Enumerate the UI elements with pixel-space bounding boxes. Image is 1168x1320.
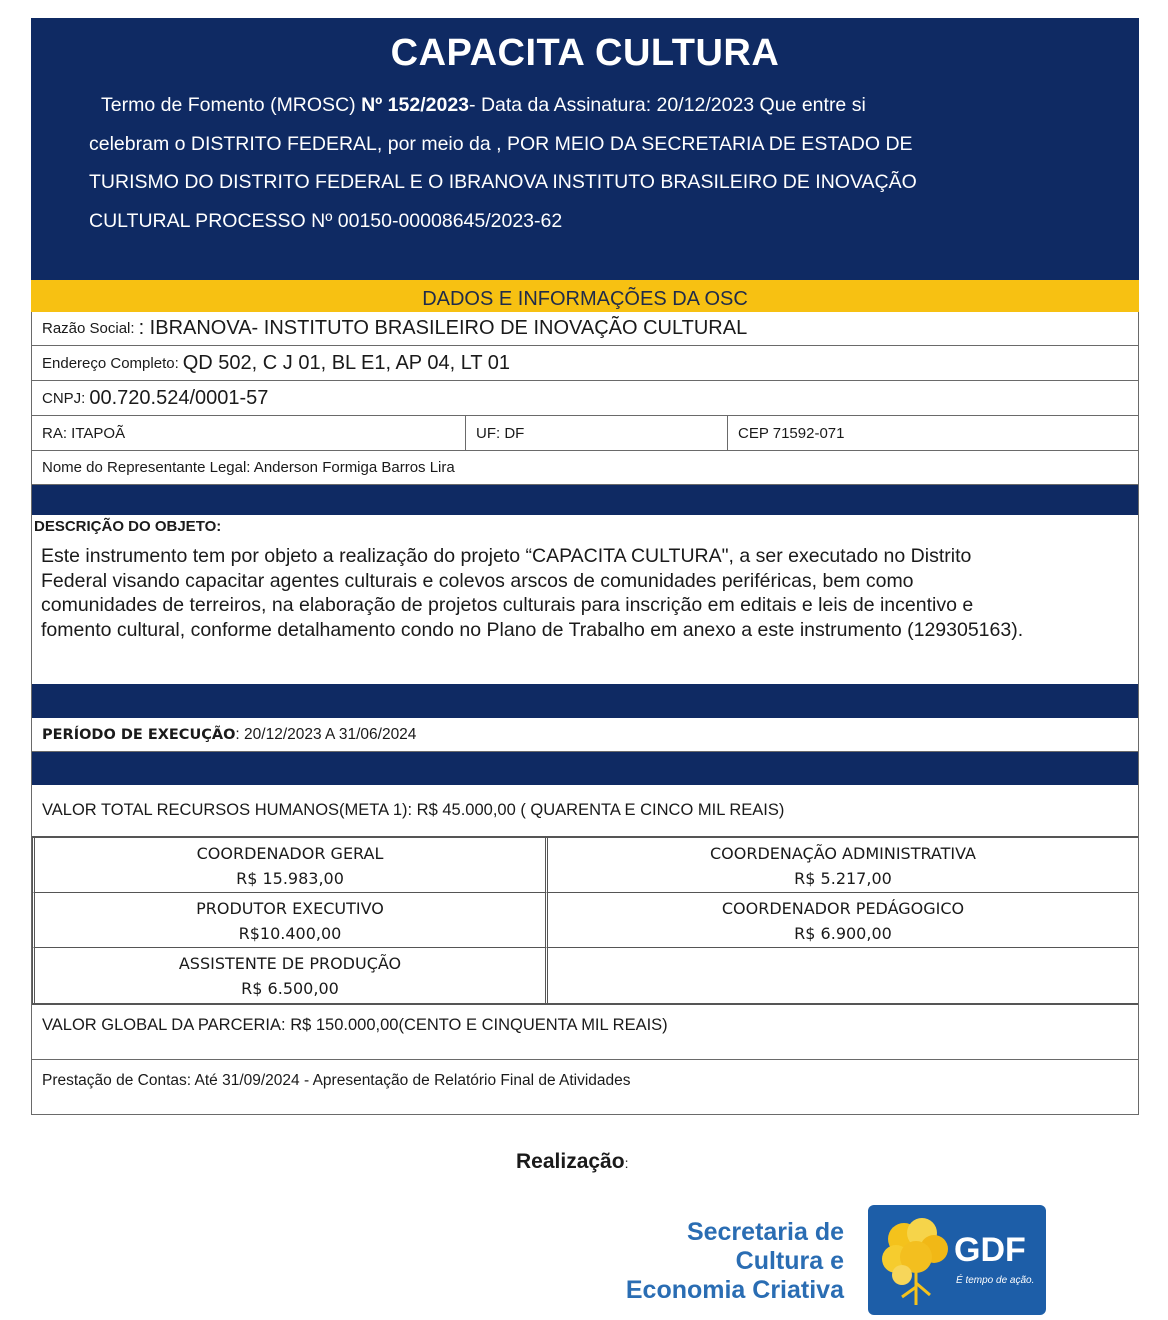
- termo-line-3: TURISMO DO DISTRITO FEDERAL E O IBRANOVA INSTITUTO BRASILEIRO DE INOVAÇÃO: [89, 171, 917, 193]
- periodo-label: PERÍODO DE EXECUÇÃO: [42, 726, 236, 743]
- uf-cell: UF: DF: [466, 416, 728, 450]
- role-cell: [548, 893, 1138, 948]
- objeto-line-2: Federal visando capacitar agentes culturais e colevos arscos de comunidades periféricas, bem como: [41, 569, 914, 592]
- role-cell: [32, 838, 548, 893]
- termo-description: [89, 86, 1049, 240]
- role-value: R$ 6.500,00: [241, 979, 339, 998]
- empty-cell: [548, 948, 1138, 1003]
- role-name: COORDENAÇÃO ADMINISTRATIVA: [710, 844, 976, 863]
- objeto-title: DESCRIÇÃO DO OBJETO:: [34, 518, 222, 535]
- role-value: R$10.400,00: [238, 924, 342, 943]
- separator-band: [32, 684, 1138, 718]
- termo-line-4: CULTURAL PROCESSO Nº 00150-00008645/2023-62: [89, 209, 563, 232]
- page-title: CAPACITA CULTURA: [390, 32, 780, 74]
- endereco-value: QD 502, C J 01, BL E1, AP 04, LT 01: [182, 351, 510, 374]
- valor-global-row: VALOR GLOBAL DA PARCERIA: R$ 150.000,00(CENTO E CINQUENTA MIL REAIS): [32, 1005, 1138, 1060]
- role-value: R$ 6.900,00: [794, 924, 892, 943]
- document-sheet: [31, 18, 1139, 1115]
- role-name: PRODUTOR EXECUTIVO: [196, 899, 384, 918]
- ipe-tree-icon: [872, 1205, 962, 1315]
- cep-cell: CEP 71592-071: [738, 424, 845, 442]
- role-value: R$ 15.983,00: [236, 869, 344, 888]
- periodo-value: : 20/12/2023 A 31/06/2024: [235, 725, 417, 743]
- realizacao-label: Realização:: [516, 1150, 629, 1173]
- gdf-tagline: É tempo de ação.: [956, 1275, 1035, 1286]
- razao-social-value: : IBRANOVA- INSTITUTO BRASILEIRO DE INOVAÇÃO CULTURAL: [138, 317, 748, 339]
- recursos-total-row: VALOR TOTAL RECURSOS HUMANOS(META 1): R$ 45.000,00 ( QUARENTA E CINCO MIL REAIS): [42, 801, 785, 819]
- role-cell: [32, 893, 548, 948]
- role-name: ASSISTENTE DE PRODUÇÃO: [178, 954, 402, 973]
- objeto-line-3: comunidades de terreiros, na elaboração de projetos culturais para inscrição em editais e leis de incentivo e: [41, 594, 974, 616]
- role-cell: [32, 948, 548, 1003]
- cnpj-row: [32, 381, 1138, 416]
- role-name: COORDENADOR PEDÁGOGICO: [721, 899, 965, 918]
- objeto-line-1: Este instrumento tem por objeto a realização do projeto “CAPACITA CULTURA", a ser executado no Distrito: [41, 545, 972, 567]
- gdf-logo: [868, 1205, 1046, 1315]
- separator-band: [32, 485, 1138, 515]
- representante-row: Nome do Representante Legal: Anderson Formiga Barros Lira: [32, 451, 1138, 485]
- razao-social-label: Razão Social:: [42, 320, 135, 337]
- role-value: R$ 5.217,00: [794, 869, 892, 888]
- ra-cell: RA: ITAPOÃ: [32, 416, 466, 450]
- prestacao-contas-row: Prestação de Contas: Até 31/09/2024 - Apresentação de Relatório Final de Atividades: [42, 1072, 631, 1089]
- osc-data-table: [31, 312, 1139, 1115]
- endereco-label: Endereço Completo:: [42, 354, 179, 372]
- termo-number: Nº 152/2023: [361, 94, 470, 116]
- cnpj-value: 00.720.524/0001-57: [89, 386, 269, 409]
- objeto-line-4: fomento cultural, conforme detalhamento condo no Plano de Trabalho em anexo a este instrumento (129305163).: [41, 618, 1024, 641]
- cnpj-label: CNPJ:: [42, 389, 86, 407]
- secretaria-logo: Secretaria de Cultura e Economia Criativa: [625, 1218, 844, 1304]
- gdf-wordmark: GDF: [954, 1231, 1026, 1269]
- termo-line-1: Termo de Fomento (MROSC) Nº 152/2023- Data da Assinatura: 20/12/2023 Que entre si: [101, 94, 866, 116]
- header-banner: [31, 18, 1139, 280]
- recursos-grid: [32, 836, 1138, 1005]
- osc-section-title: DADOS E INFORMAÇÕES DA OSC: [31, 280, 1139, 312]
- objeto-text: [32, 539, 1138, 684]
- endereco-row: [32, 346, 1138, 381]
- role-name: COORDENADOR GERAL: [196, 844, 384, 863]
- separator-band: [32, 752, 1138, 785]
- termo-line-2: celebram o DISTRITO FEDERAL, por meio da , POR MEIO DA SECRETARIA DE ESTADO DE: [89, 132, 913, 155]
- periodo-row: [32, 718, 1138, 752]
- location-row: [32, 416, 1138, 451]
- razao-social-row: [32, 312, 1138, 346]
- role-cell: [548, 838, 1138, 893]
